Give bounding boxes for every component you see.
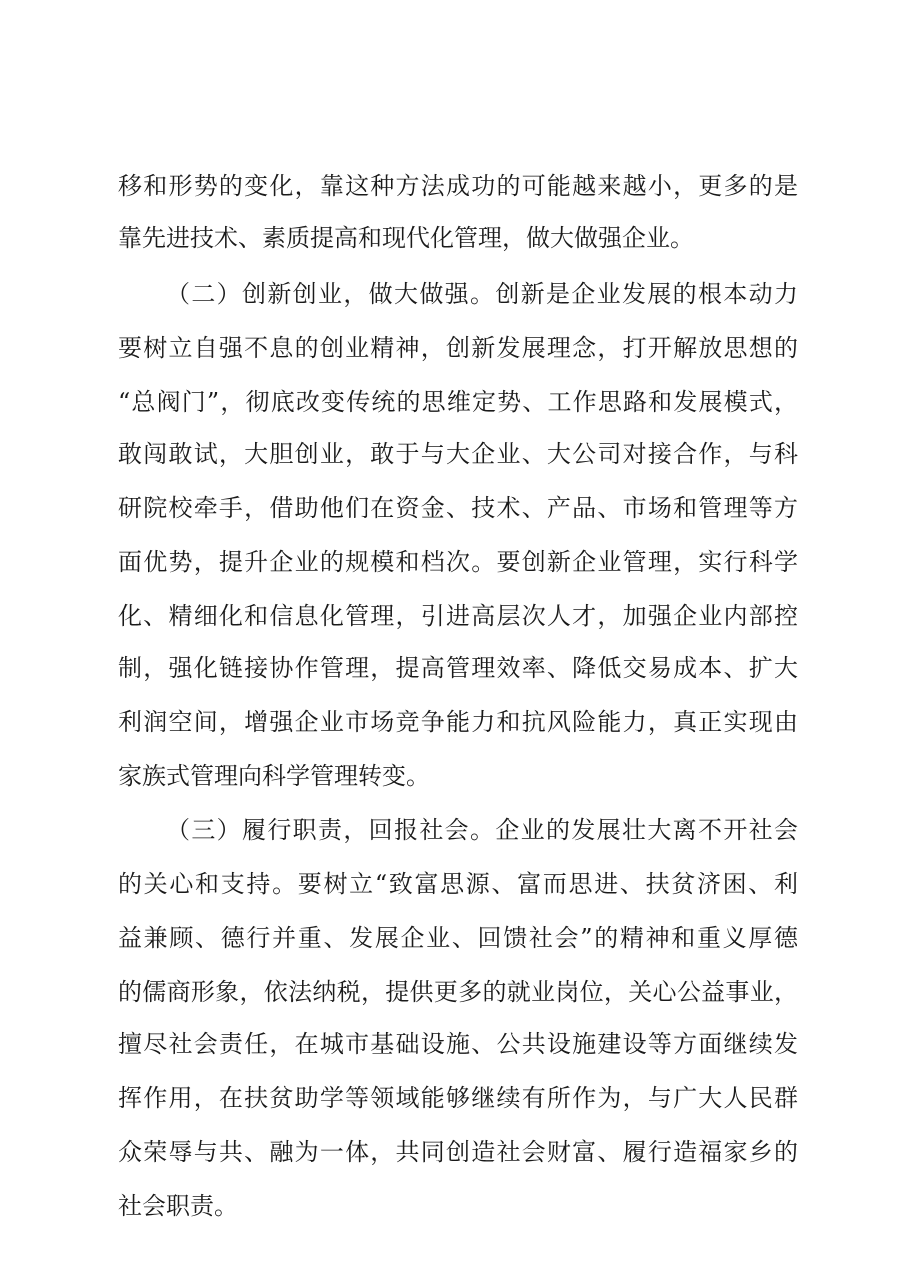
- paragraph-3-line-1: （三）履行职责，回报社会。企业的发展壮大离不开社会: [166, 816, 798, 844]
- paragraph-2-line-4: 敢闯敢试，大胆创业，敢于与大企业、大公司对接合作，与科: [118, 440, 798, 468]
- paragraph-1-line-1: 移和形势的变化，靠这种方法成功的可能越来越小，更多的是: [118, 172, 798, 200]
- paragraph-3-line-4: 的儒商形象，依法纳税，提供更多的就业岗位，关心公益事业，: [118, 978, 798, 1006]
- paragraph-2-line-2: 要树立自强不息的创业精神，创新发展理念，打开解放思想的: [118, 334, 798, 362]
- paragraph-3-line-3: 益兼顾、德行并重、发展企业、回馈社会”的精神和重义厚德: [118, 924, 798, 952]
- paragraph-2-line-7: 化、精细化和信息化管理，引进高层次人才，加强企业内部控: [118, 602, 798, 630]
- paragraph-3-line-7: 众荣辱与共、融为一体，共同创造社会财富、履行造福家乡的: [118, 1138, 798, 1166]
- paragraph-2-line-8: 制，强化链接协作管理，提高管理效率、降低交易成本、扩大: [118, 654, 798, 682]
- paragraph-3-line-2: 的关心和支持。要树立“致富思源、富而思进、扶贫济困、利: [118, 870, 798, 898]
- paragraph-2-line-10: 家族式管理向科学管理转变。: [118, 762, 430, 790]
- paragraph-3-line-5: 擅尽社会责任，在城市基础设施、公共设施建设等方面继续发: [118, 1030, 798, 1058]
- paragraph-3-line-6: 挥作用，在扶贫助学等领域能够继续有所作为，与广大人民群: [118, 1084, 798, 1112]
- paragraph-2-line-1: （二）创新创业，做大做强。创新是企业发展的根本动力: [166, 280, 798, 308]
- paragraph-1-line-2: 靠先进技术、素质提高和现代化管理，做大做强企业。: [118, 224, 694, 252]
- paragraph-2-line-6: 面优势，提升企业的规模和档次。要创新企业管理，实行科学: [118, 548, 798, 576]
- paragraph-2-line-5: 研院校牵手，借助他们在资金、技术、产品、市场和管理等方: [118, 494, 798, 522]
- paragraph-2-line-9: 利润空间，增强企业市场竞争能力和抗风险能力，真正实现由: [118, 708, 798, 736]
- paragraph-2-line-3: “总阀门”，彻底改变传统的思维定势、工作思路和发展模式，: [118, 388, 798, 416]
- paragraph-3-line-8: 社会职责。: [118, 1192, 238, 1220]
